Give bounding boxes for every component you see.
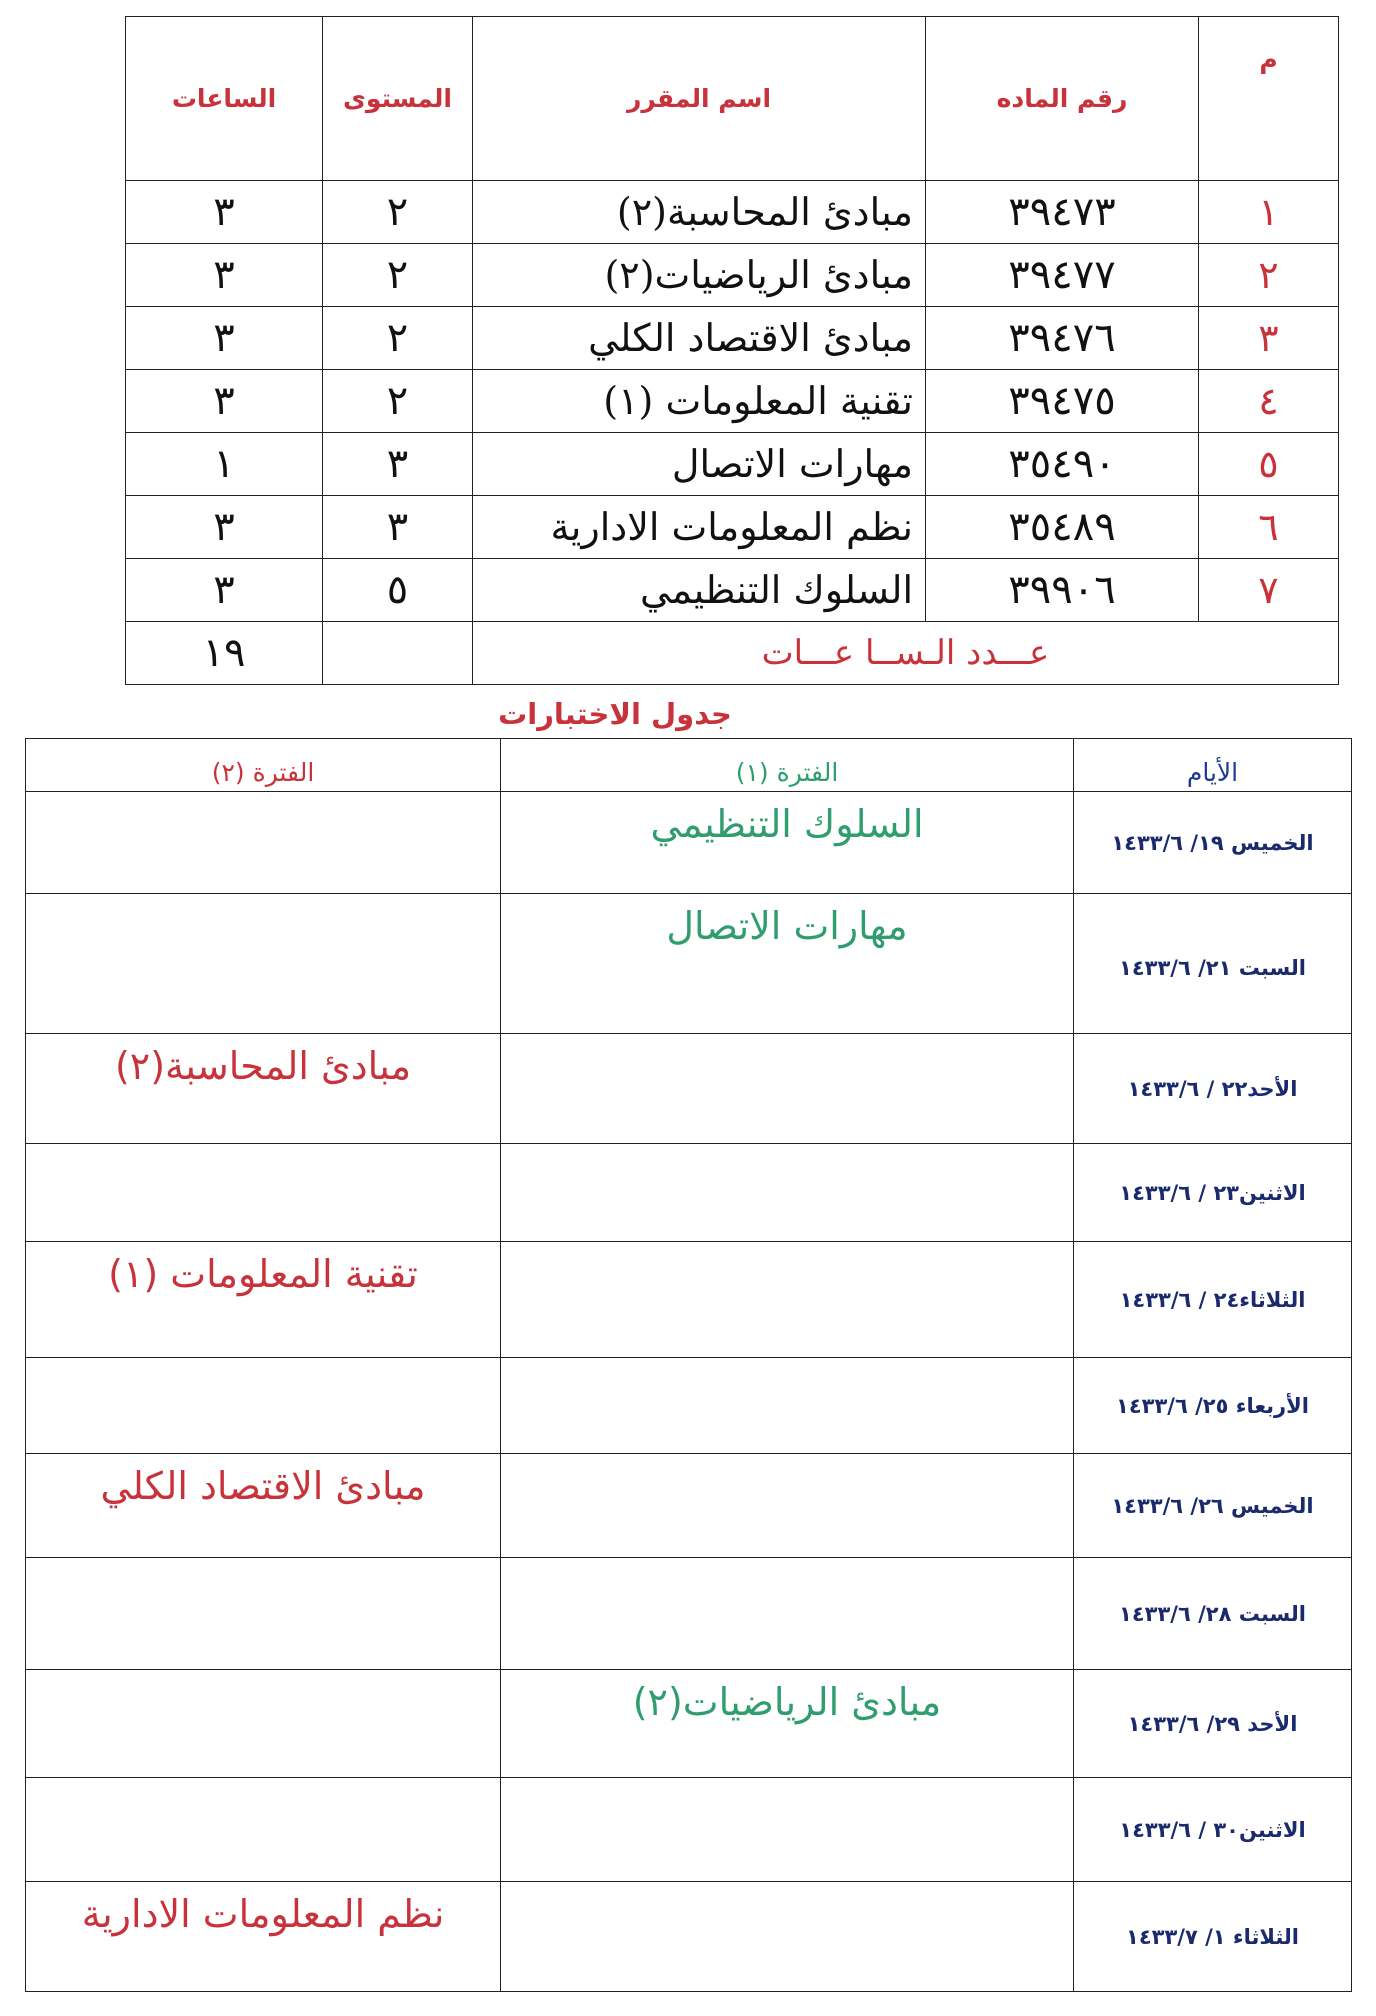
course-hours: ٣	[126, 559, 323, 622]
course-index: ٥	[1199, 433, 1339, 496]
exam-period-2	[26, 1144, 501, 1242]
exam-period-1	[501, 1558, 1074, 1670]
header-index: م	[1199, 17, 1339, 181]
exam-row	[26, 894, 1352, 1034]
exam-row	[26, 1454, 1352, 1558]
exam-day: الأحد٢٢ / ١٤٣٣/٦	[1074, 1034, 1352, 1144]
course-code: ٣٩٩٠٦	[926, 559, 1199, 622]
exam-day: الخميس ٢٦/ ١٤٣٣/٦	[1074, 1454, 1352, 1558]
course-code: ٣٩٤٧٧	[926, 244, 1199, 307]
course-index: ١	[1199, 181, 1339, 244]
exam-period-1	[501, 1144, 1074, 1242]
total-hours-label: عـــدد الـســا عـــات	[473, 622, 1339, 685]
course-row	[126, 559, 1339, 622]
header-code: رقم الماده	[926, 17, 1199, 181]
exam-day: السبت ٢١/ ١٤٣٣/٦	[1074, 894, 1352, 1034]
course-code: ٣٥٤٨٩	[926, 496, 1199, 559]
exam-period-2: تقنية المعلومات (١)	[26, 1242, 501, 1358]
exam-period-1: السلوك التنظيمي	[501, 792, 1074, 894]
exam-period-2	[26, 1778, 501, 1882]
exam-period-2	[26, 1670, 501, 1778]
exam-period-2: مبادئ الاقتصاد الكلي	[26, 1454, 501, 1558]
courses-table	[125, 16, 1339, 685]
course-level: ٥	[323, 559, 473, 622]
course-hours: ١	[126, 433, 323, 496]
course-code: ٣٩٤٧٣	[926, 181, 1199, 244]
course-index: ٢	[1199, 244, 1339, 307]
exam-period-2	[26, 792, 501, 894]
exam-row	[26, 1358, 1352, 1454]
exam-period-2	[26, 1358, 501, 1454]
course-name: نظم المعلومات الادارية	[473, 496, 926, 559]
course-hours: ٣	[126, 370, 323, 433]
course-level: ٢	[323, 181, 473, 244]
exam-period-2: مبادئ المحاسبة(٢)	[26, 1034, 501, 1144]
exam-period-1: مهارات الاتصال	[501, 894, 1074, 1034]
course-code: ٣٩٤٧٦	[926, 307, 1199, 370]
course-code: ٣٩٤٧٥	[926, 370, 1199, 433]
course-name: مبادئ الاقتصاد الكلي	[473, 307, 926, 370]
course-name: مهارات الاتصال	[473, 433, 926, 496]
exam-day: الخميس ١٩/ ١٤٣٣/٦	[1074, 792, 1352, 894]
exam-row	[26, 1558, 1352, 1670]
header-period-1: الفترة (١)	[501, 739, 1074, 792]
exam-row	[26, 1670, 1352, 1778]
courses-header-row	[126, 17, 1339, 181]
exam-period-1	[501, 1034, 1074, 1144]
course-level: ٢	[323, 244, 473, 307]
exam-period-2	[26, 894, 501, 1034]
course-name: السلوك التنظيمي	[473, 559, 926, 622]
course-hours: ٣	[126, 496, 323, 559]
course-level: ٣	[323, 496, 473, 559]
exam-period-2: نظم المعلومات الادارية	[26, 1882, 501, 1992]
course-level: ٣	[323, 433, 473, 496]
header-period-2: الفترة (٢)	[26, 739, 501, 792]
exam-period-1	[501, 1242, 1074, 1358]
exam-period-1	[501, 1454, 1074, 1558]
exam-period-1: مبادئ الرياضيات(٢)	[501, 1670, 1074, 1778]
course-level: ٢	[323, 370, 473, 433]
course-level: ٢	[323, 307, 473, 370]
course-index: ٦	[1199, 496, 1339, 559]
exam-period-1	[501, 1778, 1074, 1882]
course-hours: ٣	[126, 244, 323, 307]
exam-day: الأربعاء ٢٥/ ١٤٣٣/٦	[1074, 1358, 1352, 1454]
exam-row	[26, 1778, 1352, 1882]
exam-day: الأحد ٢٩/ ١٤٣٣/٦	[1074, 1670, 1352, 1778]
course-row	[126, 244, 1339, 307]
header-days: الأيام	[1074, 739, 1352, 792]
exam-day: الاثنين٢٣ / ١٤٣٣/٦	[1074, 1144, 1352, 1242]
exam-schedule-table	[25, 738, 1352, 1992]
course-code: ٣٥٤٩٠	[926, 433, 1199, 496]
exam-row	[26, 792, 1352, 894]
header-hours: الساعات	[126, 17, 323, 181]
exam-period-1	[501, 1358, 1074, 1454]
total-empty-cell	[323, 622, 473, 685]
exam-row	[26, 1144, 1352, 1242]
exam-row	[26, 1034, 1352, 1144]
course-index: ٣	[1199, 307, 1339, 370]
exam-header-row	[26, 739, 1352, 792]
course-name: مبادئ المحاسبة(٢)	[473, 181, 926, 244]
course-name: مبادئ الرياضيات(٢)	[473, 244, 926, 307]
course-total-row	[126, 622, 1339, 685]
header-name: اسم المقرر	[473, 17, 926, 181]
course-index: ٤	[1199, 370, 1339, 433]
course-row	[126, 496, 1339, 559]
exam-schedule-title: جدول الاختبارات	[498, 697, 732, 731]
exam-day: الاثنين٣٠ / ١٤٣٣/٦	[1074, 1778, 1352, 1882]
exam-period-1	[501, 1882, 1074, 1992]
course-name: تقنية المعلومات (١)	[473, 370, 926, 433]
total-hours-value: ١٩	[126, 622, 323, 685]
course-hours: ٣	[126, 181, 323, 244]
course-index: ٧	[1199, 559, 1339, 622]
course-row	[126, 370, 1339, 433]
course-row	[126, 181, 1339, 244]
header-level: المستوى	[323, 17, 473, 181]
exam-row	[26, 1882, 1352, 1992]
course-row	[126, 433, 1339, 496]
course-hours: ٣	[126, 307, 323, 370]
exam-day: السبت ٢٨/ ١٤٣٣/٦	[1074, 1558, 1352, 1670]
exam-day: الثلاثاء ١/ ١٤٣٣/٧	[1074, 1882, 1352, 1992]
course-row	[126, 307, 1339, 370]
exam-day: الثلاثاء٢٤ / ١٤٣٣/٦	[1074, 1242, 1352, 1358]
exam-row	[26, 1242, 1352, 1358]
exam-period-2	[26, 1558, 501, 1670]
